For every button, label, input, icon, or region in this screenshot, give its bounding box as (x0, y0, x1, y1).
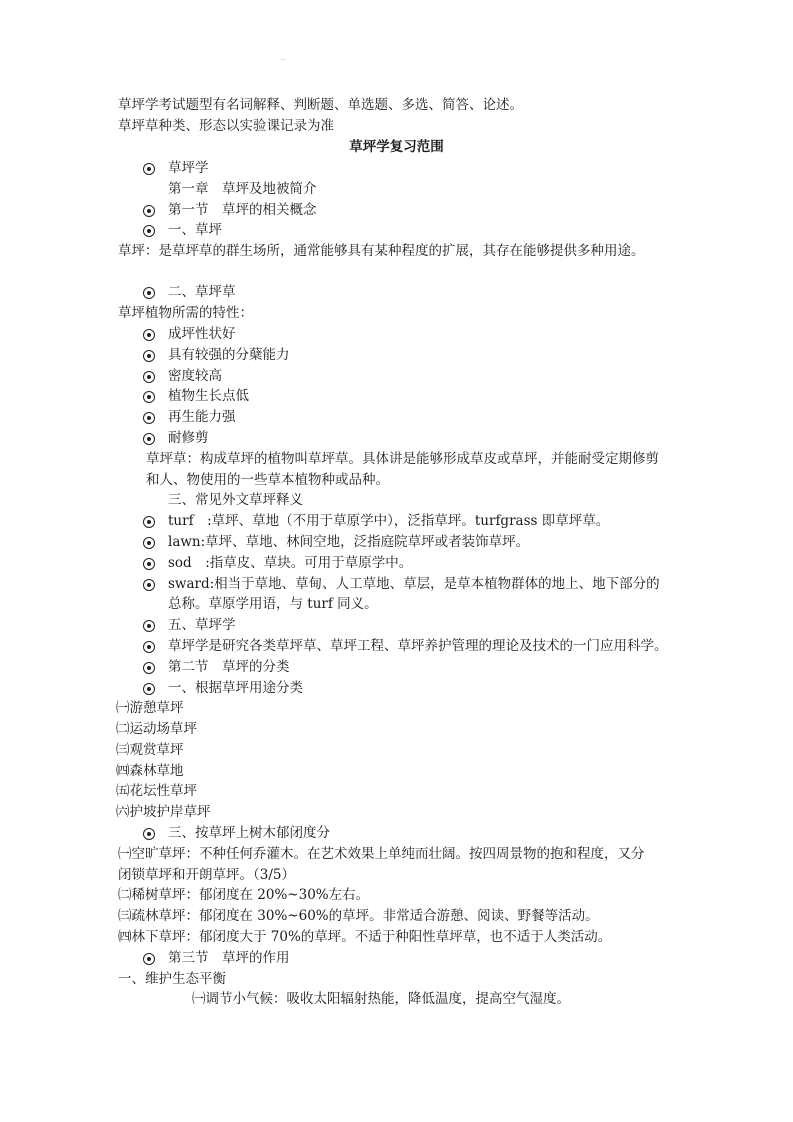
list-item: ㈠游憩草坪 (116, 700, 184, 716)
section-heading: 第三节 草坪的作用 (168, 950, 290, 966)
list-item-continued: 总称。草原学用语，与 turf 同义。 (168, 596, 378, 612)
list-item: turf :草坪、草地（不用于草原学中），泛指草坪。turfgrass 即草坪草。 (168, 513, 610, 529)
bullet-icon (143, 828, 155, 840)
list-item: 再生能力强 (168, 409, 236, 425)
bullet-icon (143, 537, 155, 549)
bullet-icon (143, 371, 155, 383)
bullet-icon (143, 620, 155, 632)
list-item: lawn:草坪、草地、林间空地，泛指庭院草坪或者装饰草坪。 (168, 534, 530, 550)
paragraph: ㈢疏林草坪：郁闭度在 30%~60%的草坪。非常适合游憩、阅读、野餐等活动。 (118, 908, 599, 924)
bullet-icon (143, 287, 155, 299)
bullet-icon (143, 163, 155, 175)
bullet-icon (143, 225, 155, 237)
list-item: sward:相当于草地、草甸、人工草地、草层，是草本植物群体的地上、地下部分的 (168, 576, 660, 592)
chapter-heading: 第一章 草坪及地被简介 (168, 181, 317, 197)
intro-line: 草坪草种类、形态以实验课记录为准 (118, 118, 334, 134)
list-item: 草坪学 (168, 160, 209, 176)
list-item: ㈢观赏草坪 (116, 742, 184, 758)
paragraph: ㈣林下草坪：郁闭度大于 70%的草坪。不适于种阳性草坪草，也不适于人类活动。 (118, 929, 612, 945)
list-item: 植物生长点低 (168, 388, 249, 404)
paragraph: ㈠调节小气候：吸收太阳辐射热能，降低温度，提高空气湿度。 (192, 991, 570, 1007)
paragraph: 草坪植物所需的特性： (118, 305, 253, 321)
bullet-icon (143, 350, 155, 362)
intro-line: 草坪学考试题型有名词解释、判断题、单选题、多选、简答、论述。 (118, 97, 523, 113)
list-item: 耐修剪 (168, 430, 209, 446)
subheading: 三、常见外文草坪释义 (168, 492, 303, 508)
bullet-icon (143, 641, 155, 653)
paragraph: 草坪：是草坪草的群生场所，通常能够具有某种程度的扩展，其存在能够提供多种用途。 (118, 243, 645, 259)
list-item: 三、按草坪上树木郁闭度分 (168, 825, 330, 841)
list-item: 成坪性状好 (168, 326, 236, 342)
list-item: 密度较高 (168, 368, 222, 384)
list-item: ㈥护坡护岸草坪 (116, 804, 211, 820)
bullet-icon (143, 516, 155, 528)
bullet-icon (143, 579, 155, 591)
paragraph: 草坪草：构成草坪的植物叫草坪草。具体讲是能够形成草皮或草坪，并能耐受定期修剪 (146, 451, 659, 467)
list-item: ㈡运动场草坪 (116, 721, 197, 737)
header-mark: .. (281, 54, 286, 62)
list-item: ㈣森林草地 (116, 763, 184, 779)
bullet-icon (143, 662, 155, 674)
bullet-icon (143, 391, 155, 403)
list-item: 草坪学是研究各类草坪草、草坪工程、草坪养护管理的理论及技术的一门应用科学。 (168, 638, 668, 654)
list-item: sod :指草皮、草块。可用于草原学中。 (168, 555, 413, 571)
bullet-icon (143, 683, 155, 695)
paragraph: 和人、物使用的一些草本植物种或品种。 (146, 472, 389, 488)
section-heading: 第二节 草坪的分类 (168, 659, 290, 675)
paragraph: 闭锁草坪和开朗草坪。（3/5） (118, 867, 295, 883)
bullet-icon (143, 953, 155, 965)
bullet-icon (143, 433, 155, 445)
list-item: 具有较强的分蘖能力 (168, 347, 290, 363)
section-heading: 第一节 草坪的相关概念 (168, 202, 317, 218)
bullet-icon (143, 412, 155, 424)
bullet-icon (143, 558, 155, 570)
paragraph: ㈡稀树草坪：郁闭度在 20%~30%左右。 (118, 887, 370, 903)
list-item: ㈤花坛性草坪 (116, 783, 197, 799)
paragraph: ㈠空旷草坪：不种任何乔灌木。在艺术效果上单纯而壮阔。按四周景物的抱和程度，又分 (118, 846, 645, 862)
bullet-icon (143, 205, 155, 217)
subheading: 一、维护生态平衡 (118, 971, 226, 987)
page-title: 草坪学复习范围 (349, 139, 444, 155)
list-item: 一、草坪 (168, 222, 222, 238)
bullet-icon (143, 329, 155, 341)
list-item: 五、草坪学 (168, 617, 236, 633)
list-item: 二、草坪草 (168, 284, 236, 300)
list-item: 一、根据草坪用途分类 (168, 680, 303, 696)
